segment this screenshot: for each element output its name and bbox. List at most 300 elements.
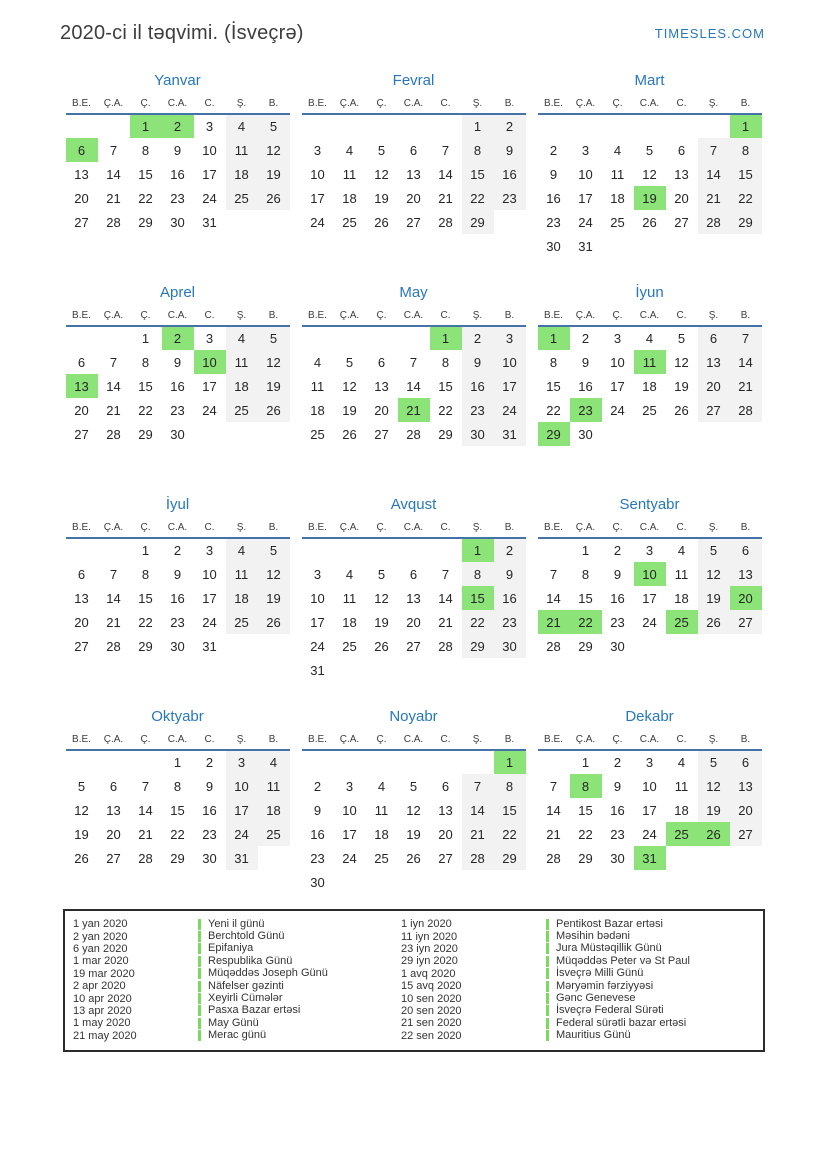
- day-cell: 9: [613, 778, 622, 794]
- day-header: C.: [194, 96, 226, 114]
- day-cell: 23: [610, 614, 625, 630]
- day-cell: 18: [674, 590, 689, 606]
- day-cell: 14: [546, 802, 561, 818]
- day-cell: 2: [162, 326, 194, 350]
- empty-cell: [666, 634, 698, 658]
- day-cell: 29: [170, 850, 185, 866]
- day-cell: 23: [546, 214, 561, 230]
- day-cell: 29: [462, 210, 494, 234]
- day-cell: 8: [141, 354, 150, 370]
- day-cell: 13: [74, 166, 89, 182]
- day-cell: 19: [674, 378, 689, 394]
- holiday-date: 6 yan 2020: [73, 942, 128, 955]
- day-cell: 12: [342, 378, 357, 394]
- day-cell: 6: [730, 538, 762, 562]
- empty-cell: [334, 114, 366, 138]
- day-cell: 22: [170, 826, 185, 842]
- day-cell: 20: [438, 826, 453, 842]
- day-cell: 25: [666, 822, 698, 846]
- day-cell: 6: [730, 750, 762, 774]
- day-header: B.E.: [302, 732, 334, 750]
- day-cell: 2: [462, 326, 494, 350]
- empty-cell: [698, 114, 730, 138]
- day-cell: 18: [674, 802, 689, 818]
- day-cell: 5: [77, 778, 86, 794]
- month-table: [66, 732, 290, 870]
- day-cell: 8: [462, 562, 494, 586]
- day-cell: 8: [570, 774, 602, 798]
- day-cell: 27: [74, 214, 89, 230]
- day-cell: 30: [494, 634, 526, 658]
- day-header: C.A.: [398, 732, 430, 750]
- day-cell: 25: [226, 610, 258, 634]
- day-cell: 14: [438, 166, 453, 182]
- day-cell: 27: [106, 850, 121, 866]
- holiday-date: 29 iyn 2020: [401, 955, 458, 968]
- day-cell: 22: [546, 402, 561, 418]
- day-cell: 25: [666, 610, 698, 634]
- empty-cell: [226, 634, 258, 658]
- day-header: Ç.A.: [570, 308, 602, 326]
- day-header: B.E.: [538, 96, 570, 114]
- day-header: B.: [258, 308, 290, 326]
- day-header: Ç.: [602, 308, 634, 326]
- day-cell: 23: [170, 614, 185, 630]
- empty-cell: [302, 326, 334, 350]
- page-title: 2020-ci il təqvimi. (İsveçrə): [60, 22, 304, 44]
- day-cell: 29: [438, 426, 453, 442]
- day-cell: 4: [677, 755, 686, 770]
- day-cell: 2: [613, 755, 622, 770]
- month-title[interactable]: Mart: [634, 72, 665, 89]
- day-cell: 21: [106, 614, 121, 630]
- day-cell: 27: [730, 610, 762, 634]
- empty-cell: [66, 114, 98, 138]
- day-cell: 13: [730, 562, 762, 586]
- day-cell: 21: [546, 826, 561, 842]
- empty-cell: [462, 750, 494, 774]
- day-cell: 21: [106, 402, 121, 418]
- day-cell: 16: [546, 190, 561, 206]
- month-table: [302, 520, 526, 682]
- day-cell: 26: [74, 850, 89, 866]
- day-cell: 10: [494, 350, 526, 374]
- day-cell: 12: [374, 590, 389, 606]
- day-header: C.A.: [398, 96, 430, 114]
- day-cell: 14: [730, 350, 762, 374]
- day-cell: 30: [310, 874, 325, 890]
- day-cell: 17: [310, 190, 325, 206]
- day-cell: 20: [406, 190, 421, 206]
- day-cell: 2: [205, 755, 214, 770]
- day-cell: 14: [106, 378, 121, 394]
- day-cell: 13: [406, 166, 421, 182]
- holiday-date: 2 apr 2020: [73, 980, 126, 993]
- day-cell: 2: [162, 114, 194, 138]
- month-6: [537, 284, 762, 474]
- day-header: B.E.: [538, 308, 570, 326]
- month-11: [301, 708, 526, 898]
- day-cell: 2: [494, 538, 526, 562]
- day-cell: 11: [342, 590, 357, 606]
- empty-cell: [634, 634, 666, 658]
- month-table: [302, 732, 526, 894]
- day-header: C.: [666, 732, 698, 750]
- day-cell: 3: [645, 755, 654, 770]
- day-header: B.: [494, 520, 526, 538]
- day-cell: 10: [642, 778, 657, 794]
- day-header: Ç.A.: [334, 520, 366, 538]
- day-cell: 28: [106, 426, 121, 442]
- month-table: [302, 308, 526, 446]
- day-cell: 3: [494, 326, 526, 350]
- day-cell: 20: [74, 402, 89, 418]
- day-cell: 22: [138, 190, 153, 206]
- day-cell: 17: [202, 378, 217, 394]
- day-cell: 28: [406, 426, 421, 442]
- empty-cell: [130, 750, 162, 774]
- day-cell: 19: [258, 374, 290, 398]
- legend-row: [73, 930, 755, 942]
- day-cell: 12: [674, 354, 689, 370]
- day-cell: 4: [377, 778, 386, 794]
- day-cell: 8: [173, 778, 182, 794]
- holiday-date: 15 avq 2020: [401, 980, 462, 993]
- day-cell: 28: [698, 210, 730, 234]
- empty-cell: [226, 210, 258, 234]
- day-cell: 7: [141, 778, 150, 794]
- month-title[interactable]: May: [399, 284, 428, 301]
- day-cell: 8: [141, 142, 150, 158]
- empty-cell: [98, 114, 130, 138]
- day-cell: 24: [202, 190, 217, 206]
- holiday-name: Gənc Genevese: [546, 993, 755, 1004]
- day-cell: 17: [610, 378, 625, 394]
- holiday-name: İsveçrə Milli Günü: [546, 968, 755, 979]
- empty-cell: [698, 234, 730, 258]
- day-header: Ç.: [130, 732, 162, 750]
- empty-cell: [302, 114, 334, 138]
- day-cell: 20: [730, 586, 762, 610]
- holiday-date: 13 apr 2020: [73, 1004, 132, 1017]
- day-cell: 29: [578, 638, 593, 654]
- holiday-date: 10 apr 2020: [73, 992, 132, 1005]
- day-cell: 9: [173, 354, 182, 370]
- day-cell: 18: [226, 586, 258, 610]
- day-cell: 22: [462, 186, 494, 210]
- day-header: C.: [194, 732, 226, 750]
- empty-cell: [538, 114, 570, 138]
- day-cell: 29: [578, 850, 593, 866]
- day-cell: 10: [202, 566, 217, 582]
- day-header: Ş.: [462, 308, 494, 326]
- day-cell: 7: [698, 138, 730, 162]
- day-cell: 23: [310, 850, 325, 866]
- day-cell: 12: [258, 350, 290, 374]
- day-header: C.: [666, 520, 698, 538]
- day-cell: 17: [578, 190, 593, 206]
- empty-cell: [494, 210, 526, 234]
- day-cell: 5: [698, 750, 730, 774]
- month-table: [538, 732, 762, 870]
- empty-cell: [698, 634, 730, 658]
- empty-cell: [398, 750, 430, 774]
- day-cell: 19: [374, 190, 389, 206]
- day-cell: 22: [138, 614, 153, 630]
- day-header: B.E.: [538, 520, 570, 538]
- holiday-name: Yeni il günü: [198, 919, 401, 930]
- day-header: B.: [730, 96, 762, 114]
- day-cell: 21: [438, 190, 453, 206]
- legend-row: [73, 968, 755, 980]
- month-title[interactable]: Avqust: [390, 496, 437, 513]
- page-header: [0, 0, 827, 45]
- empty-cell: [398, 658, 430, 682]
- month-10: [65, 708, 290, 898]
- day-cell: 3: [313, 566, 322, 582]
- day-header: C.: [430, 520, 462, 538]
- day-cell: 15: [138, 590, 153, 606]
- day-cell: 13: [74, 590, 89, 606]
- month-4: [65, 284, 290, 474]
- day-header: B.: [494, 308, 526, 326]
- day-cell: 13: [106, 802, 121, 818]
- month-title[interactable]: İyul: [165, 496, 190, 513]
- day-cell: 24: [202, 614, 217, 630]
- day-cell: 15: [578, 590, 593, 606]
- legend-row: [73, 1017, 755, 1029]
- day-cell: 30: [170, 214, 185, 230]
- holiday-date: 21 sen 2020: [401, 1017, 462, 1030]
- day-header: Ç.: [366, 732, 398, 750]
- holiday-name: May Günü: [198, 1018, 401, 1029]
- day-header: Ç.A.: [98, 308, 130, 326]
- month-1: [65, 72, 290, 262]
- holiday-legend: [63, 909, 765, 1052]
- day-cell: 1: [141, 543, 150, 558]
- holiday-date: 22 sen 2020: [401, 1029, 462, 1042]
- day-cell: 25: [310, 426, 325, 442]
- empty-cell: [634, 234, 666, 258]
- holiday-name: Mauritius Günü: [546, 1030, 755, 1041]
- day-cell: 28: [438, 214, 453, 230]
- day-header: B.: [258, 96, 290, 114]
- day-cell: 2: [173, 543, 182, 558]
- day-cell: 25: [226, 186, 258, 210]
- day-cell: 27: [438, 850, 453, 866]
- empty-cell: [258, 422, 290, 446]
- day-cell: 15: [138, 378, 153, 394]
- day-cell: 4: [345, 566, 354, 582]
- day-cell: 9: [173, 142, 182, 158]
- day-cell: 19: [406, 826, 421, 842]
- day-cell: 27: [74, 426, 89, 442]
- day-cell: 8: [441, 354, 450, 370]
- month-title[interactable]: Sentyabr: [619, 496, 680, 513]
- day-cell: 11: [226, 350, 258, 374]
- day-cell: 8: [730, 138, 762, 162]
- holiday-name: Müqəddəs Peter və St Paul: [546, 956, 755, 967]
- day-header: B.: [258, 732, 290, 750]
- month-title[interactable]: Yanvar: [154, 72, 201, 89]
- day-header: Ç.A.: [334, 732, 366, 750]
- day-cell: 16: [170, 378, 185, 394]
- day-header: B.: [494, 96, 526, 114]
- empty-cell: [430, 870, 462, 894]
- empty-cell: [194, 422, 226, 446]
- day-cell: 15: [578, 802, 593, 818]
- day-header: C.A.: [398, 520, 430, 538]
- holiday-name: Federal sürətli bazar ertəsi: [546, 1018, 755, 1029]
- month-title[interactable]: Noyabr: [389, 708, 438, 725]
- day-header: C.: [430, 732, 462, 750]
- day-header: Ç.A.: [98, 96, 130, 114]
- holiday-date: 1 mar 2020: [73, 955, 129, 968]
- empty-cell: [98, 750, 130, 774]
- day-cell: 23: [610, 826, 625, 842]
- empty-cell: [430, 658, 462, 682]
- holiday-date: 23 iyn 2020: [401, 942, 458, 955]
- day-cell: 7: [462, 774, 494, 798]
- day-header: Ş.: [698, 308, 730, 326]
- month-title[interactable]: İyun: [635, 284, 664, 301]
- day-cell: 15: [462, 586, 494, 610]
- holiday-date: 11 iyn 2020: [401, 930, 458, 943]
- empty-cell: [334, 658, 366, 682]
- day-cell: 10: [578, 166, 593, 182]
- day-cell: 4: [226, 326, 258, 350]
- month-table: [538, 308, 762, 446]
- day-cell: 27: [406, 638, 421, 654]
- day-cell: 5: [377, 566, 386, 582]
- day-cell: 23: [494, 610, 526, 634]
- empty-cell: [634, 114, 666, 138]
- day-cell: 3: [645, 543, 654, 558]
- day-cell: 10: [634, 562, 666, 586]
- empty-cell: [66, 750, 98, 774]
- legend-row: [73, 918, 755, 930]
- month-title[interactable]: Aprel: [159, 284, 196, 301]
- day-cell: 17: [494, 374, 526, 398]
- holiday-name: Məryəmin fərziyyəsi: [546, 981, 755, 992]
- day-cell: 7: [109, 566, 118, 582]
- empty-cell: [66, 326, 98, 350]
- holiday-name: Respublika Günü: [198, 956, 401, 967]
- day-cell: 5: [677, 331, 686, 346]
- day-cell: 29: [494, 846, 526, 870]
- day-header: Ç.: [366, 520, 398, 538]
- month-7: [65, 496, 290, 686]
- day-cell: 11: [674, 778, 689, 794]
- day-cell: 5: [258, 326, 290, 350]
- empty-cell: [366, 326, 398, 350]
- month-12: [537, 708, 762, 898]
- day-cell: 6: [409, 142, 418, 158]
- day-cell: 20: [374, 402, 389, 418]
- month-title[interactable]: Dekabr: [625, 708, 674, 725]
- day-cell: 20: [674, 190, 689, 206]
- day-cell: 12: [698, 774, 730, 798]
- day-header: Ç.: [602, 732, 634, 750]
- month-8: [301, 496, 526, 686]
- day-cell: 1: [538, 326, 570, 350]
- empty-cell: [66, 538, 98, 562]
- day-cell: 12: [258, 562, 290, 586]
- day-cell: 11: [674, 566, 689, 582]
- site-link[interactable]: TIMESLES.COM: [654, 26, 765, 41]
- holiday-date: 1 iyn 2020: [401, 918, 452, 931]
- empty-cell: [398, 870, 430, 894]
- day-cell: 17: [310, 614, 325, 630]
- holiday-name: Jura Müstəqillik Günü: [546, 943, 755, 954]
- legend-row: [73, 943, 755, 955]
- day-header: C.A.: [634, 96, 666, 114]
- day-cell: 17: [202, 590, 217, 606]
- holiday-name: Näfelser gəzinti: [198, 981, 401, 992]
- day-header: Ç.: [130, 308, 162, 326]
- calendar-grid: [65, 72, 762, 898]
- day-cell: 3: [205, 543, 214, 558]
- empty-cell: [226, 422, 258, 446]
- day-cell: 19: [634, 186, 666, 210]
- day-cell: 12: [406, 802, 421, 818]
- day-cell: 10: [342, 802, 357, 818]
- day-header: Ç.A.: [334, 308, 366, 326]
- day-cell: 18: [226, 374, 258, 398]
- day-header: B.: [730, 520, 762, 538]
- empty-cell: [666, 422, 698, 446]
- empty-cell: [538, 750, 570, 774]
- day-header: Ç.: [130, 96, 162, 114]
- day-cell: 15: [138, 166, 153, 182]
- day-cell: 19: [342, 402, 357, 418]
- day-cell: 14: [406, 378, 421, 394]
- day-cell: 1: [494, 750, 526, 774]
- day-cell: 26: [258, 610, 290, 634]
- day-cell: 30: [462, 422, 494, 446]
- day-cell: 5: [258, 538, 290, 562]
- day-cell: 26: [698, 822, 730, 846]
- day-cell: 6: [66, 138, 98, 162]
- day-cell: 6: [698, 326, 730, 350]
- holiday-name: Xeyirli Cümələr: [198, 993, 401, 1004]
- day-cell: 13: [406, 590, 421, 606]
- day-cell: 14: [698, 162, 730, 186]
- day-cell: 26: [374, 638, 389, 654]
- day-cell: 15: [494, 798, 526, 822]
- day-cell: 30: [610, 638, 625, 654]
- day-cell: 4: [645, 331, 654, 346]
- day-cell: 16: [462, 374, 494, 398]
- empty-cell: [334, 870, 366, 894]
- day-cell: 10: [610, 354, 625, 370]
- day-cell: 5: [645, 142, 654, 158]
- day-cell: 29: [138, 214, 153, 230]
- day-header: C.A.: [398, 308, 430, 326]
- empty-cell: [258, 210, 290, 234]
- empty-cell: [334, 750, 366, 774]
- day-header: Ş.: [226, 308, 258, 326]
- day-cell: 7: [549, 566, 558, 582]
- legend-row: [73, 992, 755, 1004]
- day-cell: 11: [226, 562, 258, 586]
- month-title[interactable]: Fevral: [392, 72, 435, 89]
- month-title[interactable]: Oktyabr: [151, 708, 204, 725]
- day-cell: 4: [226, 538, 258, 562]
- empty-cell: [366, 750, 398, 774]
- day-cell: 15: [438, 378, 453, 394]
- day-cell: 16: [610, 802, 625, 818]
